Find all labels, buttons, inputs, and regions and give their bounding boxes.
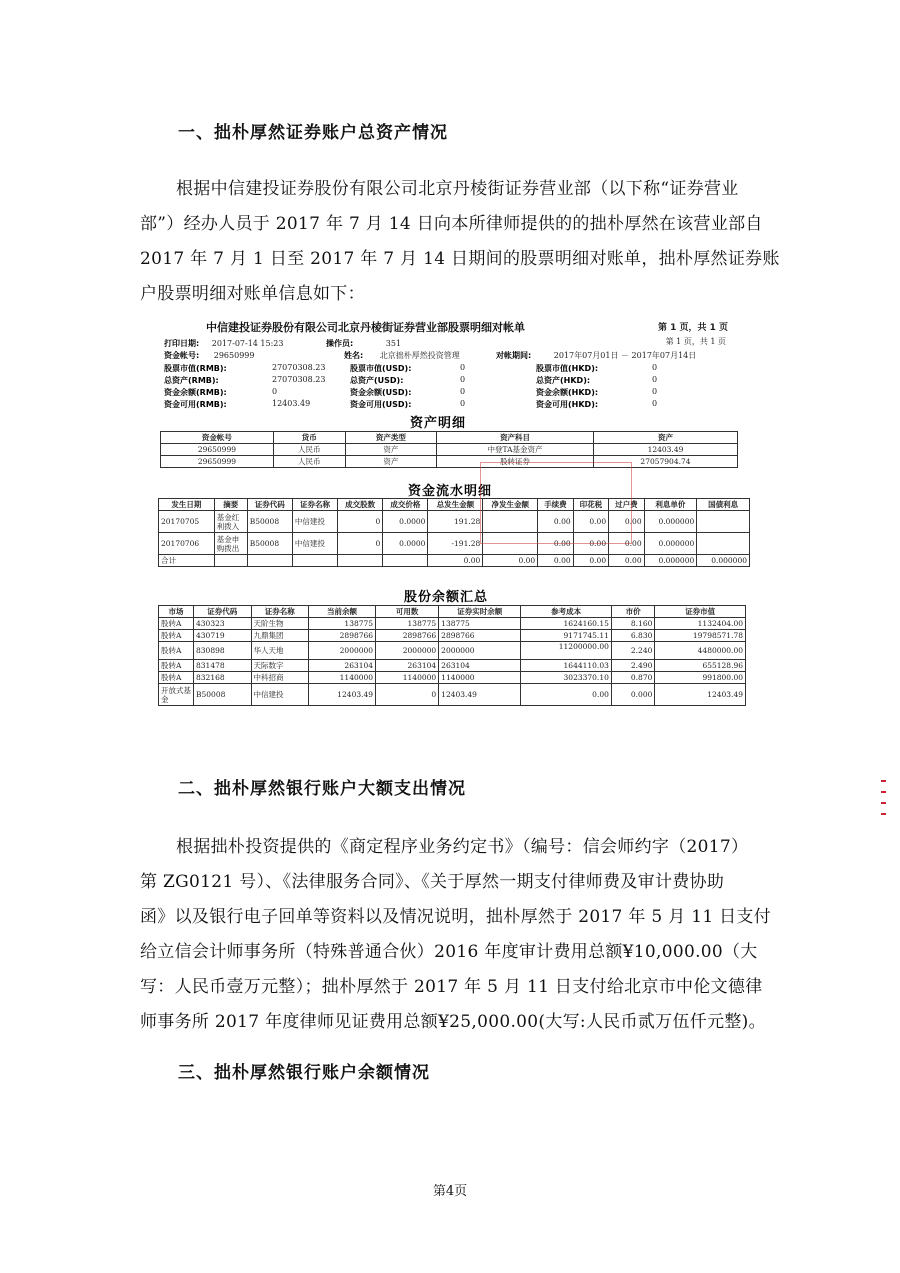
table-row bbox=[161, 456, 738, 468]
cell: 12403.49 bbox=[309, 684, 376, 706]
cell: 0.00 bbox=[538, 533, 573, 555]
cell: 0.00 bbox=[573, 555, 608, 567]
page-number: 第4页 bbox=[432, 1184, 468, 1199]
cell: 0.00 bbox=[573, 511, 608, 533]
cell: 中信建投 bbox=[292, 511, 337, 533]
cell: 9171745.11 bbox=[521, 630, 612, 642]
cell: 138775 bbox=[376, 618, 439, 630]
cell: 人民币 bbox=[273, 444, 345, 456]
column-header: 证券市值 bbox=[655, 606, 746, 618]
section-3-heading: 三、拙朴厚然银行账户余额情况 bbox=[178, 1063, 430, 1083]
cell: 20170705 bbox=[159, 511, 215, 533]
account-name: 姓名: 北京拙朴厚然投资管理 bbox=[344, 351, 460, 360]
cell: 0.00 bbox=[609, 533, 644, 555]
cell: 0.00 bbox=[573, 533, 608, 555]
cell: 0 bbox=[376, 684, 439, 706]
column-header: 利息单价 bbox=[644, 499, 697, 511]
table-row bbox=[159, 533, 750, 555]
column-header: 市价 bbox=[611, 606, 655, 618]
cell: 8.160 bbox=[611, 618, 655, 630]
column-header: 证券实时余额 bbox=[439, 606, 521, 618]
cell: 股转A bbox=[159, 630, 194, 642]
cell: 人民币 bbox=[273, 456, 345, 468]
cell: 0.00 bbox=[609, 555, 644, 567]
cell: -191.28 bbox=[428, 533, 483, 555]
cell: 12403.49 bbox=[439, 684, 521, 706]
section-1-paragraph bbox=[140, 172, 780, 312]
cell: 831478 bbox=[194, 660, 252, 672]
cell: 138775 bbox=[439, 618, 521, 630]
paragraph-line: 根据中信建投证券股份有限公司北京丹棱街证券营业部（以下称“证券营业 bbox=[176, 179, 739, 199]
cell: 138775 bbox=[309, 618, 376, 630]
cell: 中科招商 bbox=[251, 672, 309, 684]
cell: 0.000 bbox=[611, 684, 655, 706]
section-2-heading: 二、拙朴厚然银行账户大额支出情况 bbox=[178, 779, 466, 799]
column-header: 资产类型 bbox=[345, 432, 436, 444]
section-1-heading: 一、拙朴厚然证券账户总资产情况 bbox=[178, 123, 448, 143]
column-header: 国债利息 bbox=[697, 499, 750, 511]
cell: 合计 bbox=[159, 555, 215, 567]
cell bbox=[247, 555, 292, 567]
cell: 0.00 bbox=[521, 684, 612, 706]
cell: 开放式基金 bbox=[159, 684, 194, 706]
cell: 0.00 bbox=[428, 555, 483, 567]
cell: 股转证券 bbox=[437, 456, 594, 468]
statement-period: 对帐期间: 2017年07月01日 － 2017年07月14日 bbox=[496, 351, 697, 360]
cash-flow-title: 资金流水明细 bbox=[408, 484, 493, 499]
account-statement bbox=[158, 314, 750, 734]
table-total-row bbox=[159, 555, 750, 567]
cell: 股转A bbox=[159, 660, 194, 672]
cell: 20170706 bbox=[159, 533, 215, 555]
column-header: 货币 bbox=[273, 432, 345, 444]
table-row bbox=[159, 642, 746, 660]
cell: B50008 bbox=[247, 511, 292, 533]
cell: 263104 bbox=[439, 660, 521, 672]
paragraph-line: 写：人民币壹万元整）；拙朴厚然于 2017 年 5 月 11 日支付给北京市中伦文德律 bbox=[140, 977, 763, 997]
cell: 资产 bbox=[345, 456, 436, 468]
cell bbox=[338, 555, 383, 567]
summary-row: 资金余额(RMB): 0 资金余额(USD): 0 资金余额(HKD): 0 bbox=[164, 387, 658, 397]
cell: 0.000000 bbox=[697, 555, 750, 567]
cell: 股转A bbox=[159, 672, 194, 684]
cell: 2000000 bbox=[376, 642, 439, 660]
cell: 0.000000 bbox=[644, 555, 697, 567]
table-header-row bbox=[159, 606, 746, 618]
column-header: 证券代码 bbox=[247, 499, 292, 511]
column-header: 成交股数 bbox=[338, 499, 383, 511]
red-stamp bbox=[480, 462, 632, 544]
cell bbox=[697, 533, 750, 555]
cell: 九鼎集团 bbox=[251, 630, 309, 642]
statement-page-info: 第 1 页，共 1 页 bbox=[657, 323, 728, 333]
print-date: 打印日期: 2017-07-14 15:23 bbox=[164, 339, 284, 348]
cell bbox=[214, 555, 247, 567]
column-header: 过户费 bbox=[609, 499, 644, 511]
cell: 191.28 bbox=[428, 511, 483, 533]
paragraph-line: 2017 年 7 月 1 日至 2017 年 7 月 14 日期间的股票明细对账单，拙朴厚然证券账 bbox=[140, 249, 780, 269]
cell: 0 bbox=[338, 533, 383, 555]
cell: 0 bbox=[338, 511, 383, 533]
cell: B50008 bbox=[194, 684, 252, 706]
table-header-row bbox=[159, 499, 750, 511]
cell: 1624160.15 bbox=[521, 618, 612, 630]
cell: 基金红利拨入 bbox=[214, 511, 247, 533]
paragraph-line: 户股票明细对账单信息如下： bbox=[140, 284, 365, 304]
statement-page-info-2: 第 1 页，共 1 页 bbox=[665, 337, 726, 346]
column-header: 市场 bbox=[159, 606, 194, 618]
cell: 19798571.78 bbox=[655, 630, 746, 642]
column-header: 摘要 bbox=[214, 499, 247, 511]
column-header: 净发生金额 bbox=[483, 499, 538, 511]
cell: 12403.49 bbox=[593, 444, 737, 456]
cell: 0.00 bbox=[538, 555, 573, 567]
column-header: 资金帐号 bbox=[161, 432, 274, 444]
cell: 0.0000 bbox=[383, 533, 428, 555]
column-header: 发生日期 bbox=[159, 499, 215, 511]
cell: 12403.49 bbox=[655, 684, 746, 706]
cell: 股转A bbox=[159, 618, 194, 630]
cell: 2000000 bbox=[309, 642, 376, 660]
column-header: 可用数 bbox=[376, 606, 439, 618]
cell: 655128.96 bbox=[655, 660, 746, 672]
cell: 1644110.03 bbox=[521, 660, 612, 672]
cell: 263104 bbox=[376, 660, 439, 672]
cell: 1132404.00 bbox=[655, 618, 746, 630]
table-row bbox=[161, 444, 738, 456]
paragraph-line: 第 ZG0121 号）、《法律服务合同》、《关于厚然一期支付律师费及审计费协助 bbox=[140, 872, 725, 892]
margin-seal-marks bbox=[881, 780, 887, 836]
cell: 991800.00 bbox=[655, 672, 746, 684]
cell: 0.000000 bbox=[644, 533, 697, 555]
cell: 6.830 bbox=[611, 630, 655, 642]
column-header: 证券名称 bbox=[251, 606, 309, 618]
operator: 操作员: 351 bbox=[326, 339, 402, 348]
cell: 0.00 bbox=[483, 555, 538, 567]
cell: B50008 bbox=[247, 533, 292, 555]
cell: 430719 bbox=[194, 630, 252, 642]
table-row bbox=[159, 511, 750, 533]
cash-flow-table bbox=[158, 498, 750, 567]
paragraph-line: 给立信会计师事务所（特殊普通合伙）2016 年度审计费用总额¥10,000.00（大 bbox=[140, 942, 758, 962]
cell: 0.00 bbox=[538, 511, 573, 533]
paragraph-line: 根据拙朴投资提供的《商定程序业务约定书》（编号：信会师约字（2017） bbox=[176, 837, 749, 857]
cell: 3023370.10 bbox=[521, 672, 612, 684]
asset-detail-table bbox=[160, 431, 738, 468]
column-header: 证券名称 bbox=[292, 499, 337, 511]
cell: 2.240 bbox=[611, 642, 655, 660]
cell: 股转A bbox=[159, 642, 194, 660]
column-header: 参考成本 bbox=[521, 606, 612, 618]
cell: 263104 bbox=[309, 660, 376, 672]
holding-summary-title: 股份余额汇总 bbox=[404, 590, 489, 605]
cell: 830898 bbox=[194, 642, 252, 660]
cell: 天际数字 bbox=[251, 660, 309, 672]
cell: 11200000.00 bbox=[521, 642, 612, 660]
column-header: 资产科目 bbox=[437, 432, 594, 444]
cell: 2898766 bbox=[376, 630, 439, 642]
column-header: 当前余额 bbox=[309, 606, 376, 618]
cell: 0.000000 bbox=[644, 511, 697, 533]
account-number: 资金帐号: 29650999 bbox=[164, 351, 255, 360]
cell: 2898766 bbox=[439, 630, 521, 642]
section-2-paragraph bbox=[140, 830, 780, 1040]
summary-row: 总资产(RMB): 27070308.23 总资产(USD): 0 总资产(HKD): 0 bbox=[164, 375, 658, 385]
cell: 2.490 bbox=[611, 660, 655, 672]
statement-title: 中信建投证券股份有限公司北京丹棱街证券营业部股票明细对帐单 bbox=[206, 321, 525, 334]
column-header: 印花税 bbox=[573, 499, 608, 511]
cell: 中信建投 bbox=[292, 533, 337, 555]
cell: 天阶生物 bbox=[251, 618, 309, 630]
summary-row: 股票市值(RMB): 27070308.23 股票市值(USD): 0 股票市值(HKD): 0 bbox=[164, 363, 658, 373]
table-row bbox=[159, 618, 746, 630]
table-row bbox=[159, 630, 746, 642]
cell: 4480000.00 bbox=[655, 642, 746, 660]
cell: 2000000 bbox=[439, 642, 521, 660]
column-header: 手续费 bbox=[538, 499, 573, 511]
cell bbox=[292, 555, 337, 567]
table-row bbox=[159, 660, 746, 672]
cell: 华人天地 bbox=[251, 642, 309, 660]
cell: 29650999 bbox=[161, 456, 274, 468]
cell: 1140000 bbox=[376, 672, 439, 684]
column-header: 资产 bbox=[593, 432, 737, 444]
cell: 基金申购拨出 bbox=[214, 533, 247, 555]
cell: 0.0000 bbox=[383, 511, 428, 533]
paragraph-line: 师事务所 2017 年度律师见证费用总额¥25,000.00(大写:人民币贰万伍仟元整)。 bbox=[140, 1012, 766, 1032]
paragraph-line: 部”）经办人员于 2017 年 7 月 14 日向本所律师提供的的拙朴厚然在该营业部自 bbox=[140, 214, 763, 234]
paragraph-line: 函》以及银行电子回单等资料以及情况说明，拙朴厚然于 2017 年 5 月 11 日支付 bbox=[140, 907, 772, 927]
cell: 27057904.74 bbox=[593, 456, 737, 468]
cell: 中信建投 bbox=[251, 684, 309, 706]
cell bbox=[697, 511, 750, 533]
cell bbox=[383, 555, 428, 567]
column-header: 证券代码 bbox=[194, 606, 252, 618]
summary-row: 资金可用(RMB): 12403.49 资金可用(USD): 0 资金可用(HKD): 0 bbox=[164, 399, 658, 409]
holding-summary-table bbox=[158, 605, 746, 706]
table-row bbox=[159, 672, 746, 684]
cell: 832168 bbox=[194, 672, 252, 684]
cell: 0.00 bbox=[609, 511, 644, 533]
column-header: 总发生金额 bbox=[428, 499, 483, 511]
cell: 0.870 bbox=[611, 672, 655, 684]
table-header-row bbox=[161, 432, 738, 444]
cell: 资产 bbox=[345, 444, 436, 456]
cell: 2898766 bbox=[309, 630, 376, 642]
cell: 1140000 bbox=[309, 672, 376, 684]
asset-detail-title: 资产明细 bbox=[410, 416, 467, 431]
cell: 1140000 bbox=[439, 672, 521, 684]
column-header: 成交价格 bbox=[383, 499, 428, 511]
table-row bbox=[159, 684, 746, 706]
cell: 中登TA基金资产 bbox=[437, 444, 594, 456]
cell: 29650999 bbox=[161, 444, 274, 456]
cell: 430323 bbox=[194, 618, 252, 630]
